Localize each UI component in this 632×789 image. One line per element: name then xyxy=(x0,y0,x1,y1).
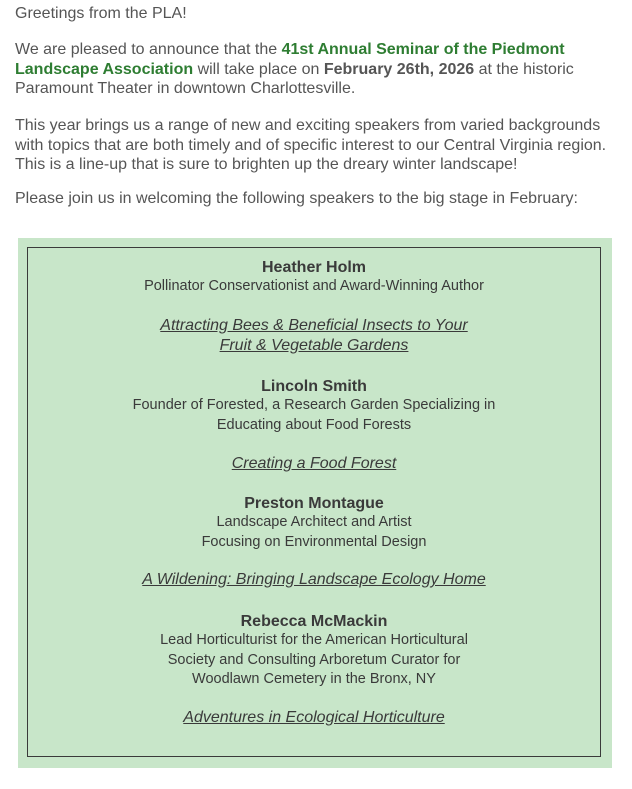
speaker-name: Heather Holm xyxy=(261,259,367,276)
talk-title-link[interactable]: Attracting Bees & Beneficial Insects to Your Fruit & Vegetable Gardens xyxy=(160,316,468,354)
seminar-date: February 26th, 2026 xyxy=(323,60,475,78)
talk-title-link[interactable]: A Wildening: Bringing Landscape Ecology Home xyxy=(142,571,486,588)
seminar-name: 41st Annual Seminar of the Piedmont Landscape Association xyxy=(15,41,565,78)
speaker-role: Pollinator Conservationist and Award-Winning Author xyxy=(144,278,484,294)
speaker-heather-holm xyxy=(28,258,600,356)
announcement-post: at the historic Paramount Theater in downtown Charlottesville. xyxy=(15,60,574,97)
speaker-role: Lead Horticulturist for the American Horticultural Society and Consulting Arboretum Curator for Woodlawn Cemetery in the Bronx, NY xyxy=(160,632,468,687)
speaker-name: Rebecca McMackin xyxy=(240,613,388,630)
speaker-role: Landscape Architect and Artist Focusing on Environmental Design xyxy=(201,514,427,550)
speakers-panel-frame xyxy=(27,247,601,757)
speaker-role: Founder of Forested, a Research Garden Specializing in Educating about Food Forests xyxy=(132,397,496,433)
speaker-name: Preston Montague xyxy=(244,495,384,512)
speaker-name: Lincoln Smith xyxy=(261,378,367,395)
speaker-rebecca-mcmackin xyxy=(28,612,600,728)
greeting-text: Greetings from the PLA! xyxy=(15,5,187,22)
speaker-preston-montague xyxy=(28,494,600,590)
talk-title-link[interactable]: Adventures in Ecological Horticulture xyxy=(183,708,445,726)
speakers-intro-paragraph: This year brings us a range of new and exciting speakers from varied backgrounds with topics that are both timely and of specific interest to our Central Virginia region. This is a line-up that is sure to brighten up the dreary winter landscape! xyxy=(15,117,607,173)
talk-title-link[interactable]: Creating a Food Forest xyxy=(231,455,397,472)
speaker-lincoln-smith xyxy=(28,377,600,474)
speakers-panel xyxy=(18,238,612,768)
announcement-paragraph xyxy=(15,40,615,99)
join-paragraph: Please join us in welcoming the following speakers to the big stage in February: xyxy=(15,190,578,207)
announcement-mid: will take place on xyxy=(193,60,324,78)
announcement-pre: We are pleased to announce that the xyxy=(15,41,282,58)
